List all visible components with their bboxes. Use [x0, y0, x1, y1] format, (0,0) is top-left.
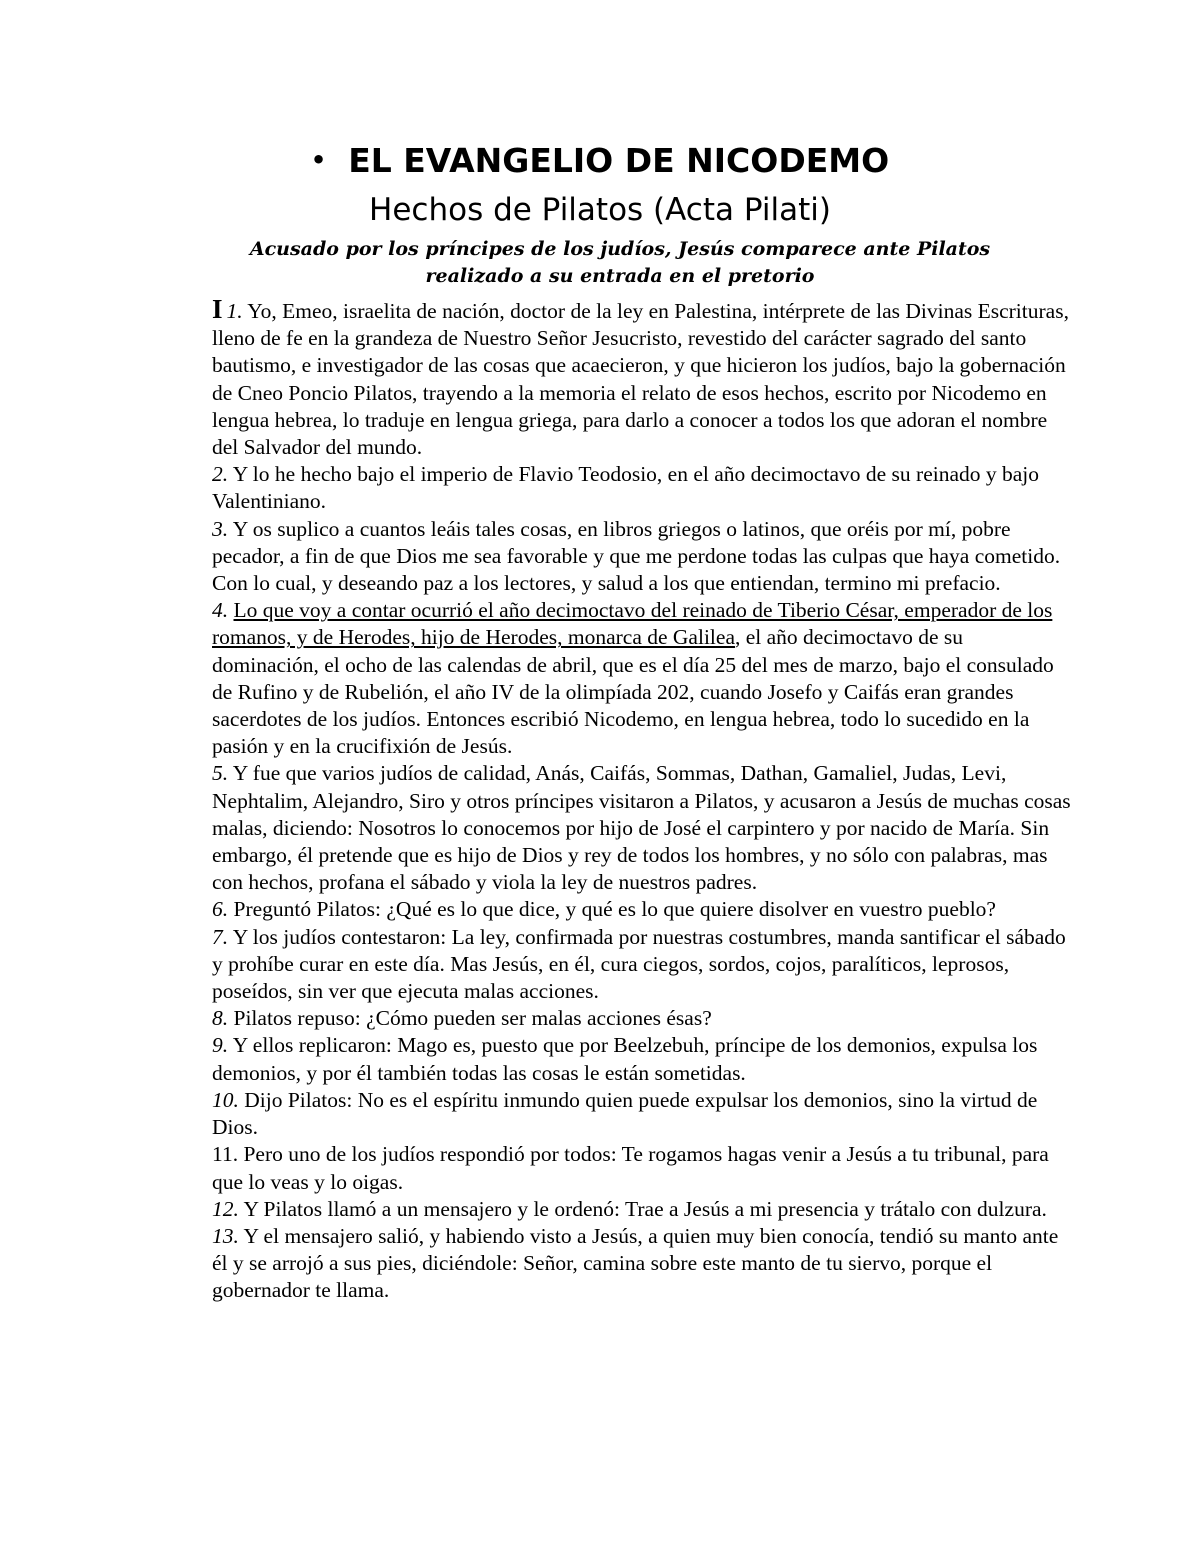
- verse-text: , el año decimoctavo de su dominación, el ocho de las calendas de abril, que es el día 25 del mes de marzo, bajo el consulado de Rufino y de Rubelión, el año IV de la olimpíada 202, cuando Josefo y Caifás eran grandes sacerdotes de los judíos. Entonces escribió Nicodemo, en lengua hebrea, todo lo sucedido en la pasión y en la crucifixión de Jesús.: [212, 625, 1054, 759]
- paragraph-4: [212, 597, 1072, 760]
- verse-text: Dijo Pilatos: No es el espíritu inmundo quien puede expulsar los demonios, sino la virtud de Dios.: [212, 1087, 1038, 1140]
- verse-text: Pilatos repuso: ¿Cómo pueden ser malas acciones ésas?: [228, 1006, 712, 1031]
- verse-number: 6.: [212, 897, 229, 922]
- paragraph-10: [212, 1087, 1072, 1141]
- paragraph-13: [212, 1223, 1072, 1305]
- document-body: [212, 296, 1072, 1305]
- verse-number: 3.: [212, 516, 229, 541]
- bullet-icon: •: [310, 145, 327, 174]
- verse-number: 7.: [212, 924, 229, 949]
- document-title: EL EVANGELIO DE NICODEMO: [348, 141, 890, 180]
- verse-text: Y los judíos contestaron: La ley, confirmada por nuestras costumbres, manda santificar el sábado y prohíbe curar en este día. Mas Jesús, en él, cura ciegos, sordos, cojos, paralíticos, leprosos, poseídos, sin ver que ejecuta malas acciones.: [212, 924, 1066, 1004]
- paragraph-7: [212, 924, 1072, 1006]
- verse-number: 12.: [212, 1196, 239, 1221]
- paragraph-9: [212, 1032, 1072, 1086]
- verse-text: Preguntó Pilatos: ¿Qué es lo que dice, y qué es lo que quiere disolver en vuestro pueblo?: [228, 897, 996, 922]
- document-intro: Acusado por los príncipes de los judíos, Jesús comparece ante Pilatos realizado a su entrada en el pretorio: [249, 238, 991, 287]
- verse-text: Y os suplico a cuantos leáis tales cosas, en libros griegos o latinos, que oréis por mí, pobre pecador, a fin de que Dios me sea favorable y que me perdone todas las culpas que haya cometido. Con lo cual, y deseando paz a los lectores, y salud a los que entiendan, termino mi prefacio.: [212, 516, 1061, 596]
- verse-text: Yo, Emeo, israelita de nación, doctor de la ley en Palestina, intérprete de las Divinas Escrituras, lleno de fe en la grandeza de Nuestro Señor Jesucristo, revestido del carácter sagrado del santo bautismo, e investigador de las cosas que acaecieron, y que hicieron los judíos, bajo la gobernación de Cneo Poncio Pilatos, trayendo a la memoria el relato de esos hechos, escrito por Nicodemo en lengua hebrea, lo traduje en lengua griega, para darlo a conocer a todos los que adoran el nombre del Salvador del mundo.: [212, 299, 1069, 460]
- paragraph-12: [212, 1196, 1072, 1223]
- verse-text: Y lo he hecho bajo el imperio de Flavio Teodosio, en el año decimoctavo de su reinado y bajo Valentiniano.: [212, 462, 1040, 514]
- verse-text: Y ellos replicaron: Mago es, puesto que por Beelzebuh, príncipe de los demonios, expulsa los demonios, y por él también todas las cosas le están sometidas.: [212, 1033, 1038, 1085]
- verse-text: Y fue que varios judíos de calidad, Anás, Caifás, Sommas, Dathan, Gamaliel, Judas, Levi, Nephtalim, Alejandro, Siro y otros príncipes visitaron a Pilatos, y acusaron a Jesús de muchas cosas malas, diciendo: Nosotros lo conocemos por hijo de José el carpintero y por nacido de María. Sin embargo, él pretende que es hijo de Dios y rey de todos los hombres, y no sólo con palabras, mas con hechos, profana el sábado y viola la ley de nuestros padres.: [212, 761, 1071, 895]
- verse-number: 9.: [212, 1033, 229, 1058]
- verse-number: 1.: [226, 299, 243, 323]
- chapter-numeral: I: [212, 294, 223, 324]
- verse-number: 10.: [212, 1087, 239, 1112]
- paragraph-8: [212, 1005, 1072, 1032]
- verse-text: Y el mensajero salió, y habiendo visto a Jesús, a quien muy bien conocía, tendió su manto ante él y se arrojó a sus pies, diciéndole: Señor, camina sobre este manto de tu siervo, porque el gobernador te llama.: [212, 1223, 1059, 1303]
- verse-number: 8.: [212, 1006, 229, 1031]
- underlined-text: Lo que voy a contar ocurrió el año decimoctavo del reinado de Tiberio César, emperador de los romanos, y de Herodes, hijo de Herodes, monarca de Galilea: [212, 598, 1053, 650]
- verse-number: 4.: [212, 598, 229, 623]
- paragraph-3: [212, 516, 1072, 598]
- paragraph-1: [212, 296, 1072, 461]
- paragraph-6: [212, 896, 1072, 923]
- paragraph-2: [212, 461, 1072, 515]
- verse-number: 2.: [212, 462, 229, 487]
- verse-number: 5.: [212, 761, 229, 786]
- document-subtitle: Hechos de Pilatos (Acta Pilati): [369, 192, 831, 228]
- paragraph-11: [212, 1141, 1072, 1195]
- verse-number: 13.: [212, 1223, 239, 1248]
- verse-text: Y Pilatos llamó a un mensajero y le ordenó: Trae a Jesús a mi presencia y trátalo con dulzura.: [238, 1196, 1047, 1221]
- document-title-row: [0, 140, 1200, 184]
- verse-text: 11. Pero uno de los judíos respondió por todos: Te rogamos hagas venir a Jesús a tu tribunal, para que lo veas y lo oigas.: [212, 1142, 1049, 1194]
- paragraph-5: [212, 760, 1072, 896]
